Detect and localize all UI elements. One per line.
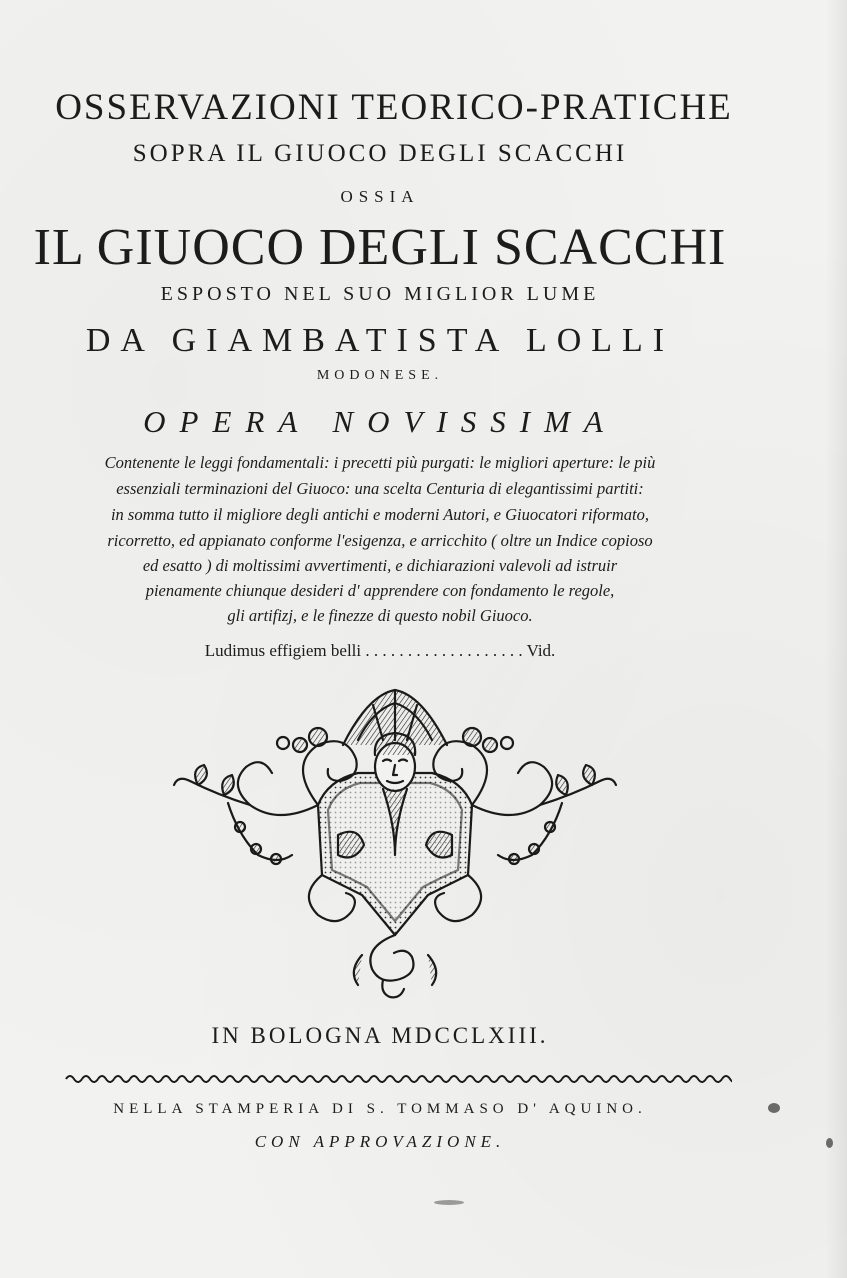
work-label: OPERA NOVISSIMA xyxy=(143,404,617,439)
author-line: DA GIAMBATISTA LOLLI xyxy=(85,322,675,359)
ink-spot xyxy=(434,1200,464,1205)
description-line-4: ricorretto, ed appianato conforme l'esigenza, e arricchito ( oltre un Indice copioso xyxy=(107,531,653,550)
main-title: IL GIUOCO DEGLI SCACCHI xyxy=(33,219,727,276)
ornamental-chain-rule-icon xyxy=(60,1071,732,1085)
subtitle-line: ESPOSTO NEL SUO MIGLIOR LUME xyxy=(160,283,600,305)
baroque-mask-cartouche-icon xyxy=(168,685,622,1001)
title-line-2: SOPRA IL GIUOCO DEGLI SCACCHI xyxy=(132,140,628,167)
description-line-5: ed esatto ) di moltissimi avvertimenti, e dichiarazioni valevoli ad istruir xyxy=(142,556,618,575)
description-line-6: pienamente chiunque desideri d' apprendere con fondamento le regole, xyxy=(145,581,615,600)
approval-line: CON APPROVAZIONE. xyxy=(254,1132,506,1151)
description-line-2: essenziali terminazioni del Giuoco: una scelta Centuria di elegantissimi partiti: xyxy=(116,479,644,498)
author-origin: MODONESE. xyxy=(316,368,444,383)
title-line-3: OSSIA xyxy=(340,187,420,206)
title-line-1: OSSERVAZIONI TEORICO-PRATICHE xyxy=(55,87,733,128)
description-line-3: in somma tutto il migliore degli antichi e moderni Autori, e Giuocatori riformato, xyxy=(110,505,650,524)
description-line-1: Contenente le leggi fondamentali: i precetti più purgati: le migliori aperture: le più xyxy=(104,453,656,472)
description-line-7: gli artifizj, e le finezze di questo nobil Giuoco. xyxy=(227,606,533,625)
imprint-line: IN BOLOGNA MDCCLXIII. xyxy=(211,1023,549,1048)
ink-spot xyxy=(826,1138,833,1148)
motto: Ludimus effigiem belli . . . . . . . . . . . . . . . . . . . Vid. xyxy=(204,641,556,660)
printer-line: NELLA STAMPERIA DI S. TOMMASO D' AQUINO. xyxy=(113,1101,647,1117)
page-edge-shadow xyxy=(825,0,847,1278)
ink-spot xyxy=(768,1103,780,1113)
